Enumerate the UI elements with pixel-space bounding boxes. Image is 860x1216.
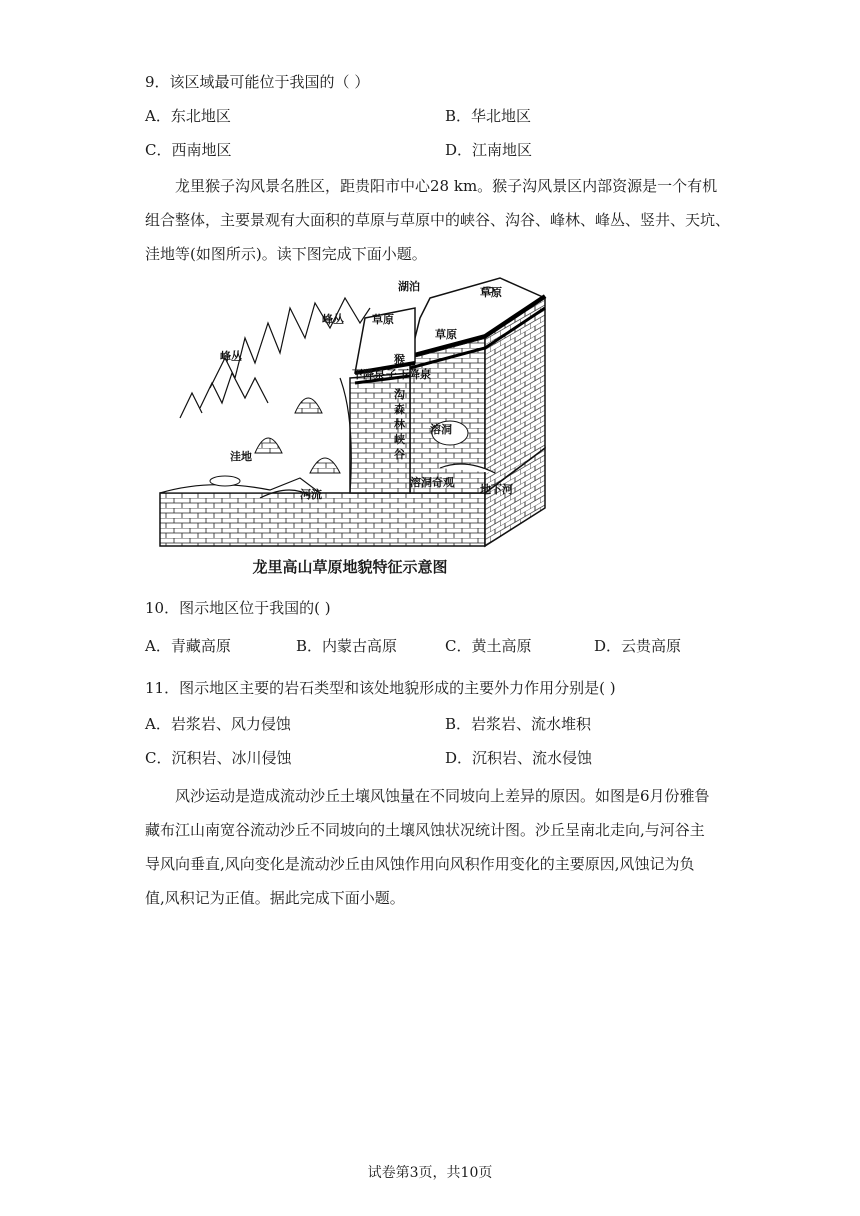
- label-monkey: 猴: [394, 353, 405, 366]
- label-peak-cluster-2: 峰丛: [220, 350, 242, 363]
- passage1-line-2: 组合整体，主要景观有大面积的草原与草原中的峡谷、沟谷、峰林、峰丛、竖井、天坑、: [145, 211, 731, 229]
- q9-stem: 9．该区域最可能位于我国的（ ）: [145, 73, 370, 91]
- label-spring-left: 下降泉: [352, 368, 385, 381]
- passage2-line-1: 风沙运动是造成流动沙丘土壤风蚀量在不同坡向上差异的原因。如图是6月份雅鲁: [175, 787, 710, 805]
- label-grassland-2: 草原: [435, 328, 457, 341]
- label-gu: 谷: [394, 448, 405, 461]
- label-underground-river: 地下河: [480, 483, 513, 496]
- label-spring-right: 下降泉: [398, 368, 431, 381]
- q10-option-c: C．黄土高原: [445, 637, 532, 655]
- q9-option-d: D．江南地区: [445, 141, 533, 159]
- page-footer: 试卷第3页，共10页: [367, 1165, 493, 1181]
- passage2-line-2: 藏布江山南宽谷流动沙丘不同坡向的土壤风蚀状况统计图。沙丘呈南北走向,与河谷主: [145, 821, 705, 839]
- label-cave: 溶洞: [430, 423, 452, 436]
- q9-option-a: A．东北地区: [145, 107, 231, 125]
- label-gully: 沟: [394, 388, 405, 401]
- q11-option-c: C．沉积岩、冰川侵蚀: [145, 749, 292, 767]
- label-xia: 峡: [394, 433, 405, 446]
- passage1-line-1: 龙里猴子沟风景名胜区，距贵阳市中心28 km。猴子沟风景区内部资源是一个有机: [175, 177, 718, 195]
- q10-option-a: A．青藏高原: [145, 637, 231, 655]
- q11-option-b: B．岩浆岩、流水堆积: [445, 715, 592, 733]
- q11-stem: 11．图示地区主要的岩石类型和该处地貌形成的主要外力作用分别是( ): [145, 679, 616, 697]
- q10-option-d: D．云贵高原: [594, 637, 682, 655]
- label-forest: 森: [394, 403, 405, 416]
- label-lake: 湖泊: [398, 280, 420, 293]
- label-grassland-1: 草原: [480, 286, 502, 299]
- q11-option-d: D．沉积岩、流水侵蚀: [445, 749, 593, 767]
- q10-stem: 10．图示地区位于我国的( ): [145, 599, 331, 617]
- q11-option-a: A．岩浆岩、风力侵蚀: [145, 715, 291, 733]
- landform-diagram: [150, 268, 550, 553]
- q9-option-b: B．华北地区: [445, 107, 532, 125]
- label-depression: 洼地: [230, 450, 252, 463]
- peak-cluster-1: [210, 298, 370, 388]
- label-peak-cluster-1: 峰丛: [322, 313, 344, 326]
- label-lin: 林: [394, 418, 405, 431]
- figure-caption: 龙里高山草原地貌特征示意图: [252, 558, 448, 576]
- label-grassland-3: 草原: [372, 313, 394, 326]
- q10-option-b: B．内蒙古高原: [296, 637, 398, 655]
- passage2-line-3: 导风向垂直,风向变化是流动沙丘由风蚀作用向风积作用变化的主要原因,风蚀记为负: [145, 855, 695, 873]
- label-cave-wonder: 溶洞奇观: [410, 476, 454, 489]
- passage2-line-4: 值,风积记为正值。据此完成下面小题。: [145, 889, 405, 907]
- peak-cluster-2: [200, 373, 268, 408]
- q9-option-c: C．西南地区: [145, 141, 232, 159]
- label-river: 河流: [300, 488, 322, 501]
- base-front: [160, 493, 485, 546]
- label-zi: 子: [386, 368, 397, 381]
- passage1-line-3: 洼地等(如图所示)。读下图完成下面小题。: [145, 245, 427, 263]
